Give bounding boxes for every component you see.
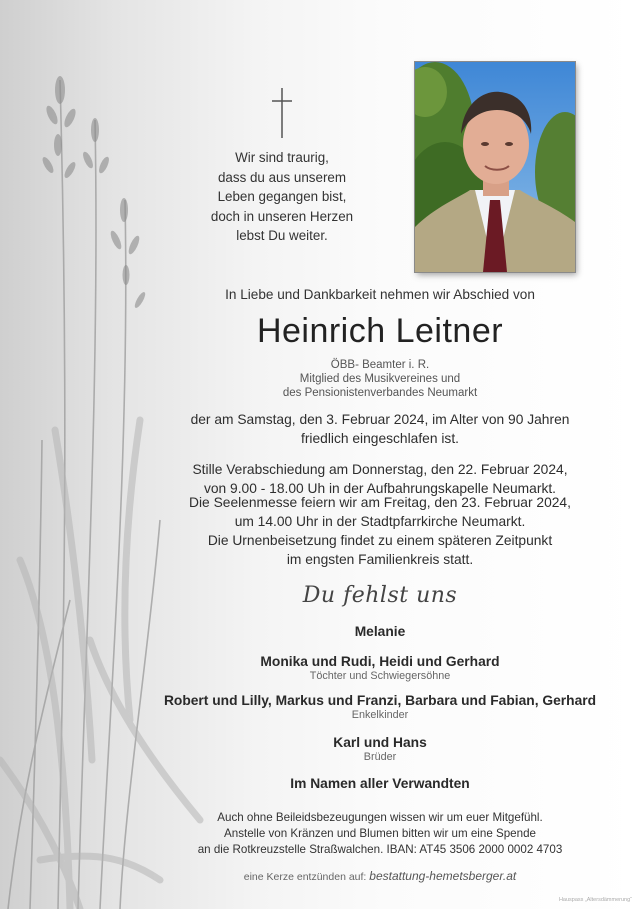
- text-line: Auch ohne Beileidsbezeugungen wissen wir um euer Mitgefühl.: [217, 811, 543, 824]
- deceased-roles: [150, 358, 610, 400]
- text-line: friedlich eingeschlafen ist.: [301, 431, 459, 446]
- text-line: um 14.00 Uhr in der Stadtpfarrkirche Neumarkt.: [234, 514, 526, 529]
- family-names: Monika und Rudi, Heidi und Gerhard: [260, 654, 500, 669]
- poem-line: dass du aus unserem: [217, 169, 347, 185]
- family-group: [150, 654, 610, 682]
- family-names: Robert und Lilly, Markus und Franzi, Barbara und Fabian, Gerhard: [163, 693, 597, 708]
- family-group: [150, 776, 610, 791]
- urn-notice: [150, 531, 610, 569]
- candle-label: eine Kerze entzünden auf:: [243, 871, 367, 883]
- family-group: [150, 735, 610, 763]
- role-line: des Pensionistenverbandes Neumarkt: [282, 387, 478, 399]
- family-names: Melanie: [354, 624, 406, 639]
- family-relation: Enkelkinder: [351, 709, 409, 721]
- candle-link[interactable]: bestattung-hemetsberger.at: [369, 869, 517, 883]
- intro-line: In Liebe und Dankbarkeit nehmen wir Abschied von: [225, 287, 535, 302]
- deceased-name: Heinrich Leitner: [256, 312, 504, 350]
- poem-line: Wir sind traurig,: [235, 150, 329, 165]
- role-line: ÖBB- Beamter i. R.: [330, 359, 430, 371]
- text-line: an die Rotkreuzstelle Straßwalchen. IBAN: AT45 3506 2000 0002 4703: [197, 843, 563, 856]
- text-line: Stille Verabschiedung am Donnerstag, den 22. Februar 2024,: [192, 462, 568, 477]
- image-credit: Hauspass „Altersdämmerung“: [558, 897, 632, 903]
- text-line: von 9.00 - 18.00 Uh in der Aufbahrungskapelle Neumarkt.: [203, 481, 557, 496]
- candle-footer: [150, 869, 610, 883]
- death-notice: [150, 410, 610, 448]
- family-group: [140, 693, 620, 721]
- text-line: Die Urnenbeisetzung findet zu einem späteren Zeitpunkt: [207, 533, 553, 548]
- family-relation: Töchter und Schwiegersöhne: [309, 670, 451, 682]
- text-line: der am Samstag, den 3. Februar 2024, im Alter von 90 Jahren: [190, 412, 570, 427]
- donation-notice: [150, 810, 610, 858]
- motto: Du fehlst uns: [302, 583, 458, 608]
- poem-line: Leben gegangen bist,: [217, 189, 347, 204]
- family-names: Karl und Hans: [333, 735, 427, 750]
- cross-icon: [272, 88, 292, 138]
- family-group: [150, 624, 610, 639]
- family-names: Im Namen aller Verwandten: [290, 776, 470, 791]
- text-line: Anstelle von Kränzen und Blumen bitten wir um eine Spende: [224, 827, 536, 840]
- text-line: Die Seelenmesse feiern wir am Freitag, den 23. Februar 2024,: [189, 495, 571, 510]
- role-line: Mitglied des Musikvereines und: [299, 373, 461, 385]
- memorial-poem: [196, 148, 368, 246]
- mass-notice: [150, 493, 610, 531]
- text-line: im engsten Familienkreis statt.: [286, 552, 474, 567]
- portrait-photo: [415, 62, 575, 272]
- family-relation: Brüder: [363, 751, 397, 763]
- poem-line: doch in unseren Herzen: [210, 208, 354, 224]
- poem-line: lebst Du weiter.: [236, 228, 328, 243]
